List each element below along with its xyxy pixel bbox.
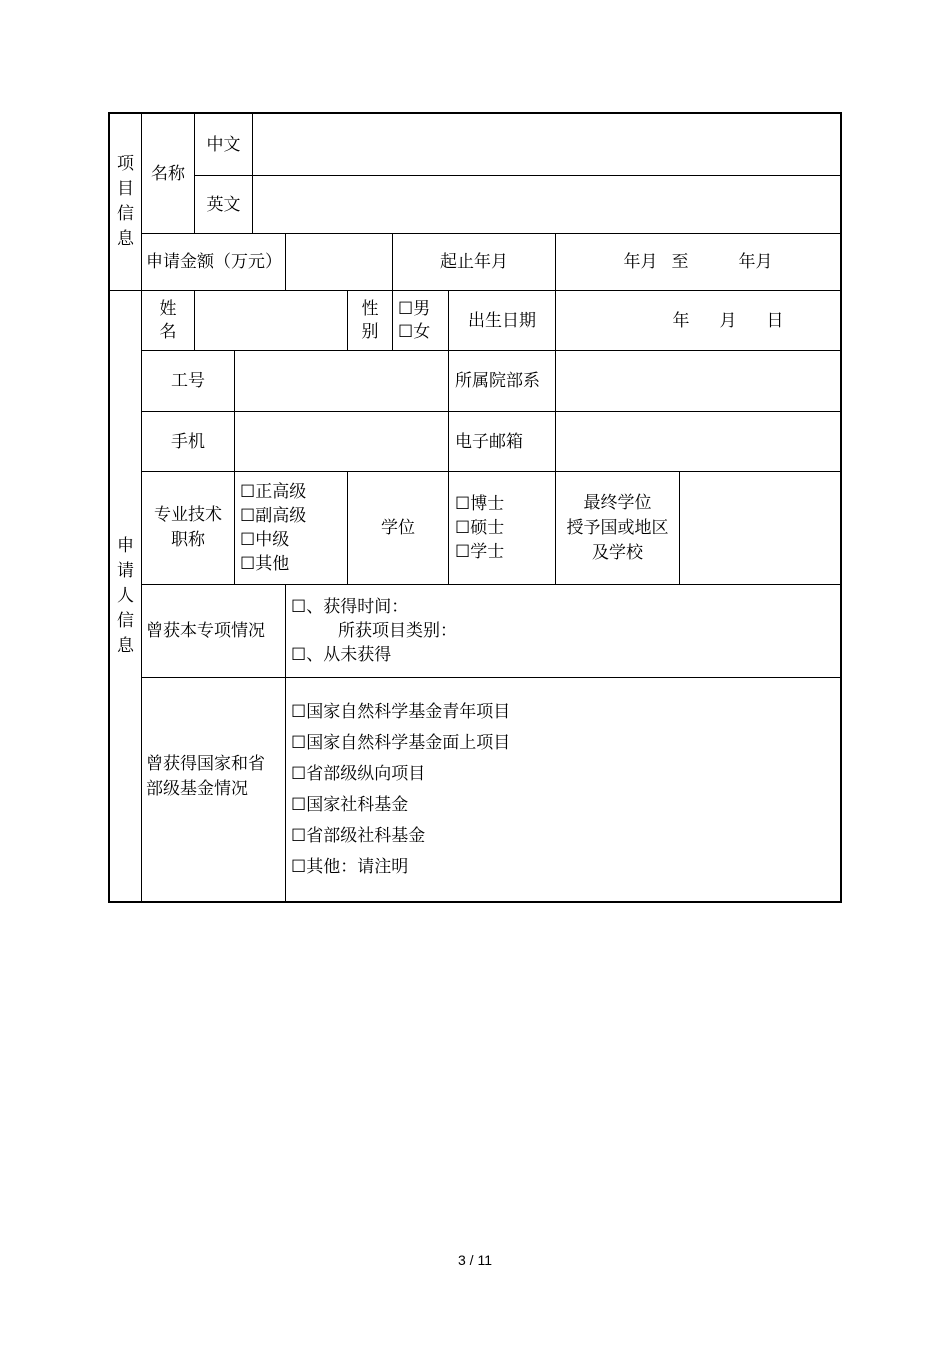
label-char: 项 xyxy=(117,154,134,174)
label-text: 职称 xyxy=(171,530,205,550)
label-char: 别 xyxy=(361,321,379,342)
degree-options[interactable] xyxy=(448,471,556,585)
email-field[interactable] xyxy=(555,411,842,472)
label-text: 学位 xyxy=(381,518,415,538)
staff-id-field[interactable] xyxy=(234,350,449,412)
label-text: 专业技术 xyxy=(154,505,222,525)
funding-options[interactable] xyxy=(285,677,842,903)
degree-label xyxy=(347,471,449,585)
degree-doctor-checkbox[interactable]: ☐博士 xyxy=(455,494,505,514)
label-text: 名称 xyxy=(151,163,185,184)
email-label xyxy=(448,411,556,472)
label-char: 信 xyxy=(117,204,134,224)
label-text: 手机 xyxy=(171,431,205,452)
final-degree-field[interactable] xyxy=(679,471,842,585)
label-char: 息 xyxy=(117,229,134,249)
label-text: 曾获本专项情况 xyxy=(146,621,265,641)
title-intermediate-checkbox[interactable]: ☐中级 xyxy=(240,530,290,550)
degree-master-checkbox[interactable]: ☐硕士 xyxy=(455,518,505,538)
professional-title-label xyxy=(141,471,235,585)
prior-award-options[interactable] xyxy=(285,584,842,678)
label-text: 授予国或地区 xyxy=(566,517,669,538)
label-char: 申 xyxy=(117,535,134,556)
staff-id-label xyxy=(141,350,235,412)
label-text: 工号 xyxy=(171,371,205,391)
label-char: 息 xyxy=(117,635,134,656)
label-char: 信 xyxy=(117,610,134,631)
label-text: 起止年月 xyxy=(440,252,508,272)
applicant-info-section-label xyxy=(108,290,142,903)
label-text: 出生日期 xyxy=(468,310,536,331)
label-char: 姓 xyxy=(159,298,177,319)
label-text: 最终学位 xyxy=(583,492,652,513)
page-number: 3 / 11 xyxy=(458,1252,492,1268)
prior-award-label xyxy=(141,584,286,678)
label-char: 性 xyxy=(361,298,379,319)
degree-bachelor-checkbox[interactable]: ☐学士 xyxy=(455,542,505,562)
period-start: 年月 xyxy=(623,252,658,272)
birth-year: 年 xyxy=(672,310,690,331)
applicant-name-label xyxy=(141,290,195,351)
chinese-name-label xyxy=(194,112,253,176)
label-text: 英文 xyxy=(206,194,241,215)
label-text: 部级基金情况 xyxy=(146,778,248,799)
label-text: 申请金额（万元） xyxy=(146,252,282,272)
title-senior-checkbox[interactable]: ☐正高级 xyxy=(240,482,307,502)
final-degree-label xyxy=(555,471,680,585)
amount-label xyxy=(141,233,286,291)
english-name-field[interactable] xyxy=(252,175,842,234)
funding-nsfc-general-checkbox[interactable]: ☐国家自然科学基金面上项目 xyxy=(291,732,511,753)
label-char: 人 xyxy=(117,585,134,606)
mobile-field[interactable] xyxy=(234,411,449,472)
label-text: 电子邮箱 xyxy=(455,431,523,452)
label-text: 及学校 xyxy=(592,542,643,563)
funding-provincial-checkbox[interactable]: ☐省部级纵向项目 xyxy=(291,763,426,784)
label-char: 名 xyxy=(159,321,177,342)
funding-social-science-checkbox[interactable]: ☐国家社科基金 xyxy=(291,794,409,815)
birth-month: 月 xyxy=(719,310,737,331)
prior-award-category-text: 所获项目类别： xyxy=(338,621,457,641)
title-other-checkbox[interactable]: ☐其他 xyxy=(240,554,290,574)
period-end: 年月 xyxy=(738,252,773,272)
gender-female-checkbox[interactable]: ☐女 xyxy=(398,321,431,342)
chinese-name-field[interactable] xyxy=(252,112,842,176)
label-text: 曾获得国家和省 xyxy=(146,753,265,774)
professional-title-options[interactable] xyxy=(234,471,348,585)
funding-provincial-social-checkbox[interactable]: ☐省部级社科基金 xyxy=(291,825,426,846)
birth-date-field[interactable] xyxy=(555,290,842,351)
label-char: 目 xyxy=(117,179,134,199)
project-name-label xyxy=(141,112,195,234)
gender-options[interactable] xyxy=(392,290,449,351)
english-name-label xyxy=(194,175,253,234)
amount-field[interactable] xyxy=(285,233,393,291)
label-char: 请 xyxy=(117,560,134,581)
birth-day: 日 xyxy=(766,310,784,331)
birth-date-label xyxy=(448,290,556,351)
label-text: 所属院部系 xyxy=(455,371,540,391)
applicant-name-field[interactable] xyxy=(194,290,348,351)
mobile-label xyxy=(141,411,235,472)
period-field[interactable] xyxy=(555,233,842,291)
gender-label xyxy=(347,290,393,351)
prior-award-never-checkbox[interactable]: ☐、从未获得 xyxy=(291,645,392,665)
funding-nsfc-youth-checkbox[interactable]: ☐国家自然科学基金青年项目 xyxy=(291,701,511,722)
title-associate-checkbox[interactable]: ☐副高级 xyxy=(240,506,307,526)
department-label xyxy=(448,350,556,412)
project-info-section-label xyxy=(108,112,142,291)
gender-male-checkbox[interactable]: ☐男 xyxy=(398,298,431,319)
prior-award-obtained-checkbox[interactable]: ☐、获得时间： xyxy=(291,597,409,617)
period-label xyxy=(392,233,556,291)
label-text: 中文 xyxy=(206,134,241,155)
funding-label xyxy=(141,677,286,903)
department-field[interactable] xyxy=(555,350,842,412)
funding-other-checkbox[interactable]: ☐其他：请注明 xyxy=(291,856,409,877)
period-to: 至 xyxy=(671,252,689,272)
